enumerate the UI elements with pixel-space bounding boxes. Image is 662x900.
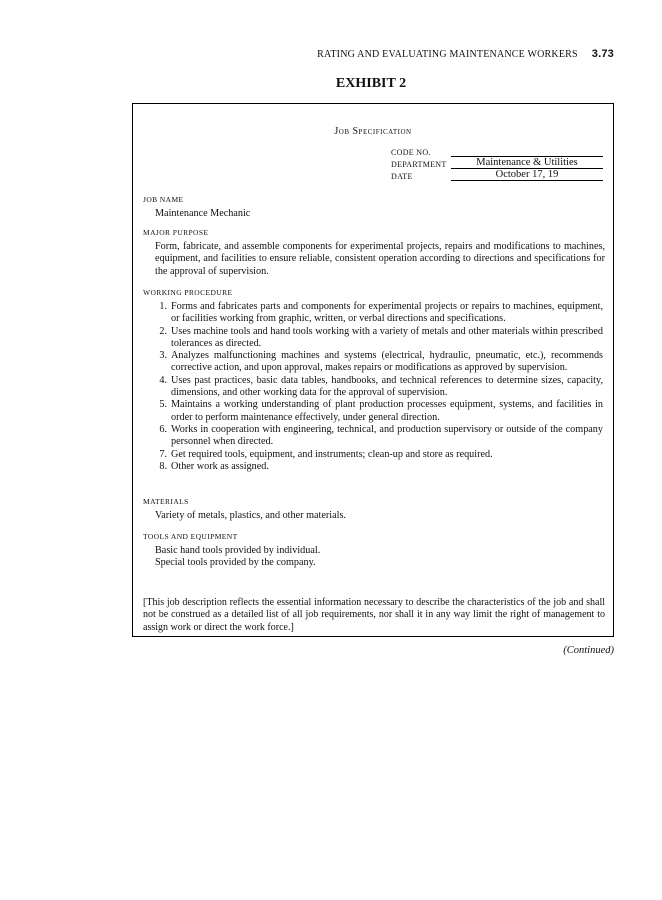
- code-no-value: [451, 145, 603, 157]
- form-heading: Job Specification: [334, 126, 412, 137]
- page-number: 3.73: [591, 48, 614, 60]
- date-label: DATE: [391, 172, 413, 181]
- code-no-row: [391, 145, 603, 157]
- running-head-title: RATING AND EVALUATING MAINTENANCE WORKERS: [317, 49, 578, 60]
- working-procedure-label: WORKING PROCEDURE: [143, 288, 233, 297]
- date-row: [391, 169, 603, 181]
- tools-list: [155, 545, 605, 570]
- procedure-item: 8. Other work as assigned.: [159, 460, 269, 472]
- department-label: DEPARTMENT: [391, 160, 447, 169]
- department-value: Maintenance & Utilities: [451, 157, 603, 169]
- tools-label: TOOLS AND EQUIPMENT: [143, 532, 238, 541]
- procedure-item: 3. Analyzes malfunctioning machines and systems (electrical, hydraulic, pneumatic, etc.), recommends corrective action, and upon approval, makes repairs or modifications as approved by supervision.: [159, 350, 603, 374]
- materials-text: Variety of metals, plastics, and other materials.: [155, 510, 346, 521]
- job-specification-form: [132, 103, 614, 637]
- major-purpose-text: Form, fabricate, and assemble components for experimental projects, repairs and modifications to machines, equipment, and facilities to ensure reliable, consistent operation according to directions and specifications for the approval of supervision.: [155, 241, 605, 277]
- job-name-label: JOB NAME: [143, 195, 184, 204]
- footer-note: [This job description reflects the essential information necessary to describe the characteristics of the job and shall not be construed as a detailed list of all job requirements, nor shall it in any way limit the right of management to assign work or direct the work force.]: [143, 597, 605, 633]
- tools-line: Special tools provided by the company.: [155, 557, 316, 569]
- procedure-item: 7. Get required tools, equipment, and instruments; clean-up and store as required.: [159, 448, 493, 460]
- procedure-item: 2. Uses machine tools and hand tools working with a variety of metals and other materials within prescribed tolerances as directed.: [159, 325, 603, 349]
- continued-label: (Continued): [563, 645, 614, 656]
- department-row: [391, 157, 603, 169]
- major-purpose-label: MAJOR PURPOSE: [143, 228, 209, 237]
- materials-label: MATERIALS: [143, 497, 189, 506]
- procedure-item: 5. Maintains a working understanding of plant production processes equipment, systems, and facilities in order to perform maintenance effectively, under general direction.: [159, 399, 603, 423]
- procedure-item: 6. Works in cooperation with engineering, technical, and production supervisory or outside of the company personnel when directed.: [159, 423, 603, 448]
- date-value: October 17, 19: [451, 169, 603, 181]
- code-no-label: CODE NO.: [391, 148, 431, 157]
- procedure-item: 4. Uses past practices, basic data tables, handbooks, and technical references to determine sizes, capacity, dimensions, and other working data for the approval of supervision.: [159, 374, 603, 399]
- procedure-item: 1. Forms and fabricates parts and components for experimental projects or repairs to machines, equipment, or facilities working from graphic, written, or verbal directions and specifications.: [159, 301, 603, 325]
- form-fields: [391, 145, 603, 181]
- working-procedure-list: [151, 301, 603, 473]
- running-head: [317, 48, 614, 60]
- exhibit-title: EXHIBIT 2: [335, 76, 407, 91]
- job-name-value: Maintenance Mechanic: [155, 208, 251, 219]
- tools-line: Basic hand tools provided by individual.: [155, 545, 321, 556]
